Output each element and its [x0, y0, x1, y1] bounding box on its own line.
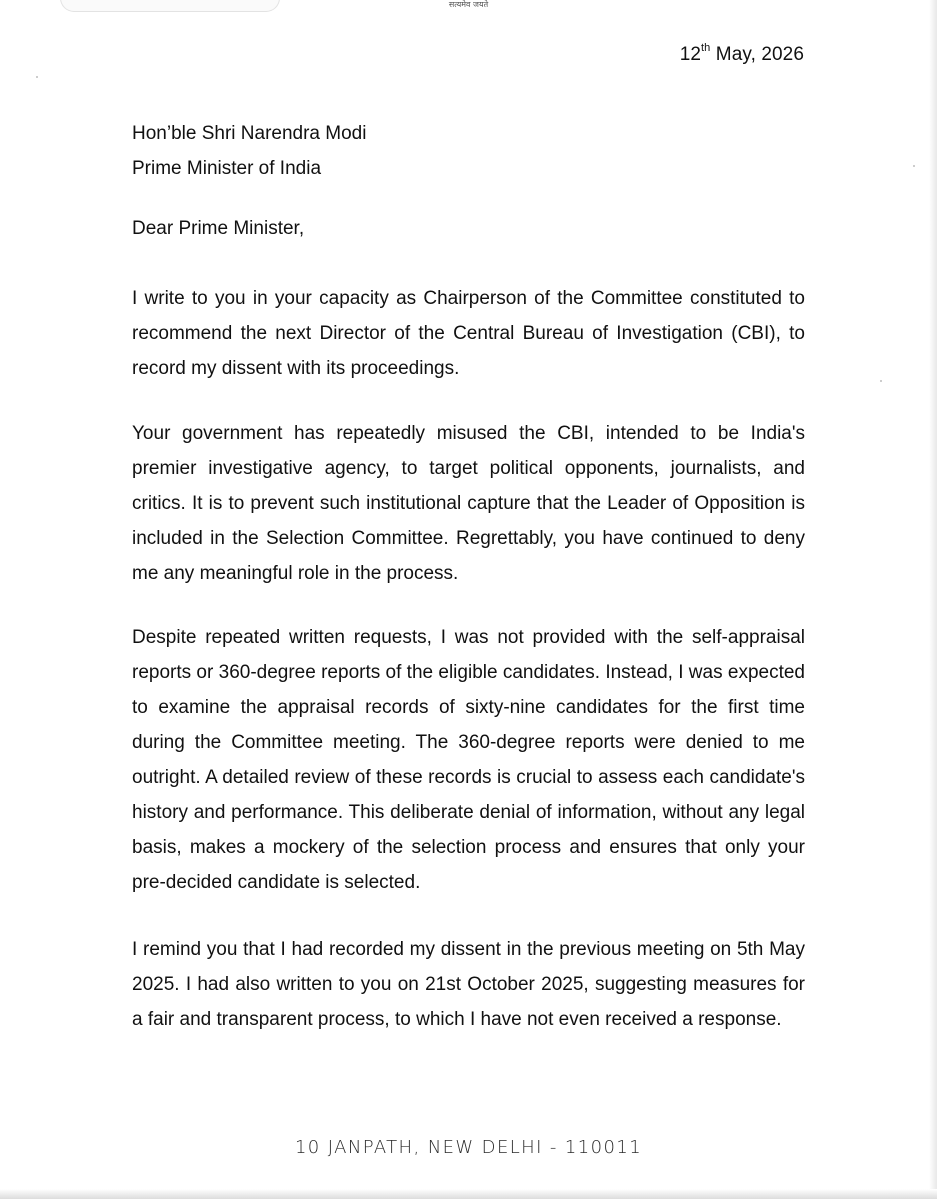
letter-date	[679, 41, 804, 66]
scan-edge-bottom	[0, 1189, 937, 1199]
letterhead-address: 10 JANPATH, NEW DELHI - 110011	[294, 1137, 643, 1158]
body-paragraph-4: I remind you that I had recorded my dissent in the previous meeting on 5th May 2025. I had also written to you on 21st October 2025, suggesting measures for a fair and transparent process, to which I have not even received a response.	[132, 939, 805, 1030]
date-day: 12	[679, 44, 702, 65]
scan-speck	[913, 165, 915, 167]
date-suffix: th	[701, 41, 711, 54]
body-paragraph-3: Despite repeated written requests, I was not provided with the self-appraisal reports or 360-degree reports of the eligible candidates. Instead, I was expected to examine the appraisal records of sixty-nine candidates for the first time during the Committee meeting. The 360-degree reports were denied to me outright. A detailed review of these records is crucial to assess each candidate's history and performance. This deliberate denial of information, without any legal basis, makes a mockery of the selection process and ensures that only your pre-decided candidate is selected.	[132, 627, 805, 893]
salutation: Dear Prime Minister,	[132, 218, 305, 239]
scan-speck	[880, 380, 882, 382]
recipient-title: Prime Minister of India	[132, 158, 322, 179]
scan-speck	[36, 76, 38, 78]
scan-edge-right	[929, 0, 937, 1199]
date-rest: May, 2026	[710, 44, 804, 65]
recipient-block	[132, 116, 366, 186]
letterhead-motto: सत्यमेव जयते	[448, 0, 489, 9]
recipient-name: Hon’ble Shri Narendra Modi	[132, 123, 367, 144]
body-paragraph-2: Your government has repeatedly misused the CBI, intended to be India's premier investigative agency, to target political opponents, journalists, and critics. It is to prevent such institutional capture that the Leader of Opposition is included in the Selection Committee. Regrettably, you have continued to deny me any meaningful role in the process.	[132, 423, 805, 584]
body-paragraph-1: I write to you in your capacity as Chairperson of the Committee constituted to recommend the next Director of the Central Bureau of Investigation (CBI), to record my dissent with its proceedings.	[132, 288, 805, 379]
